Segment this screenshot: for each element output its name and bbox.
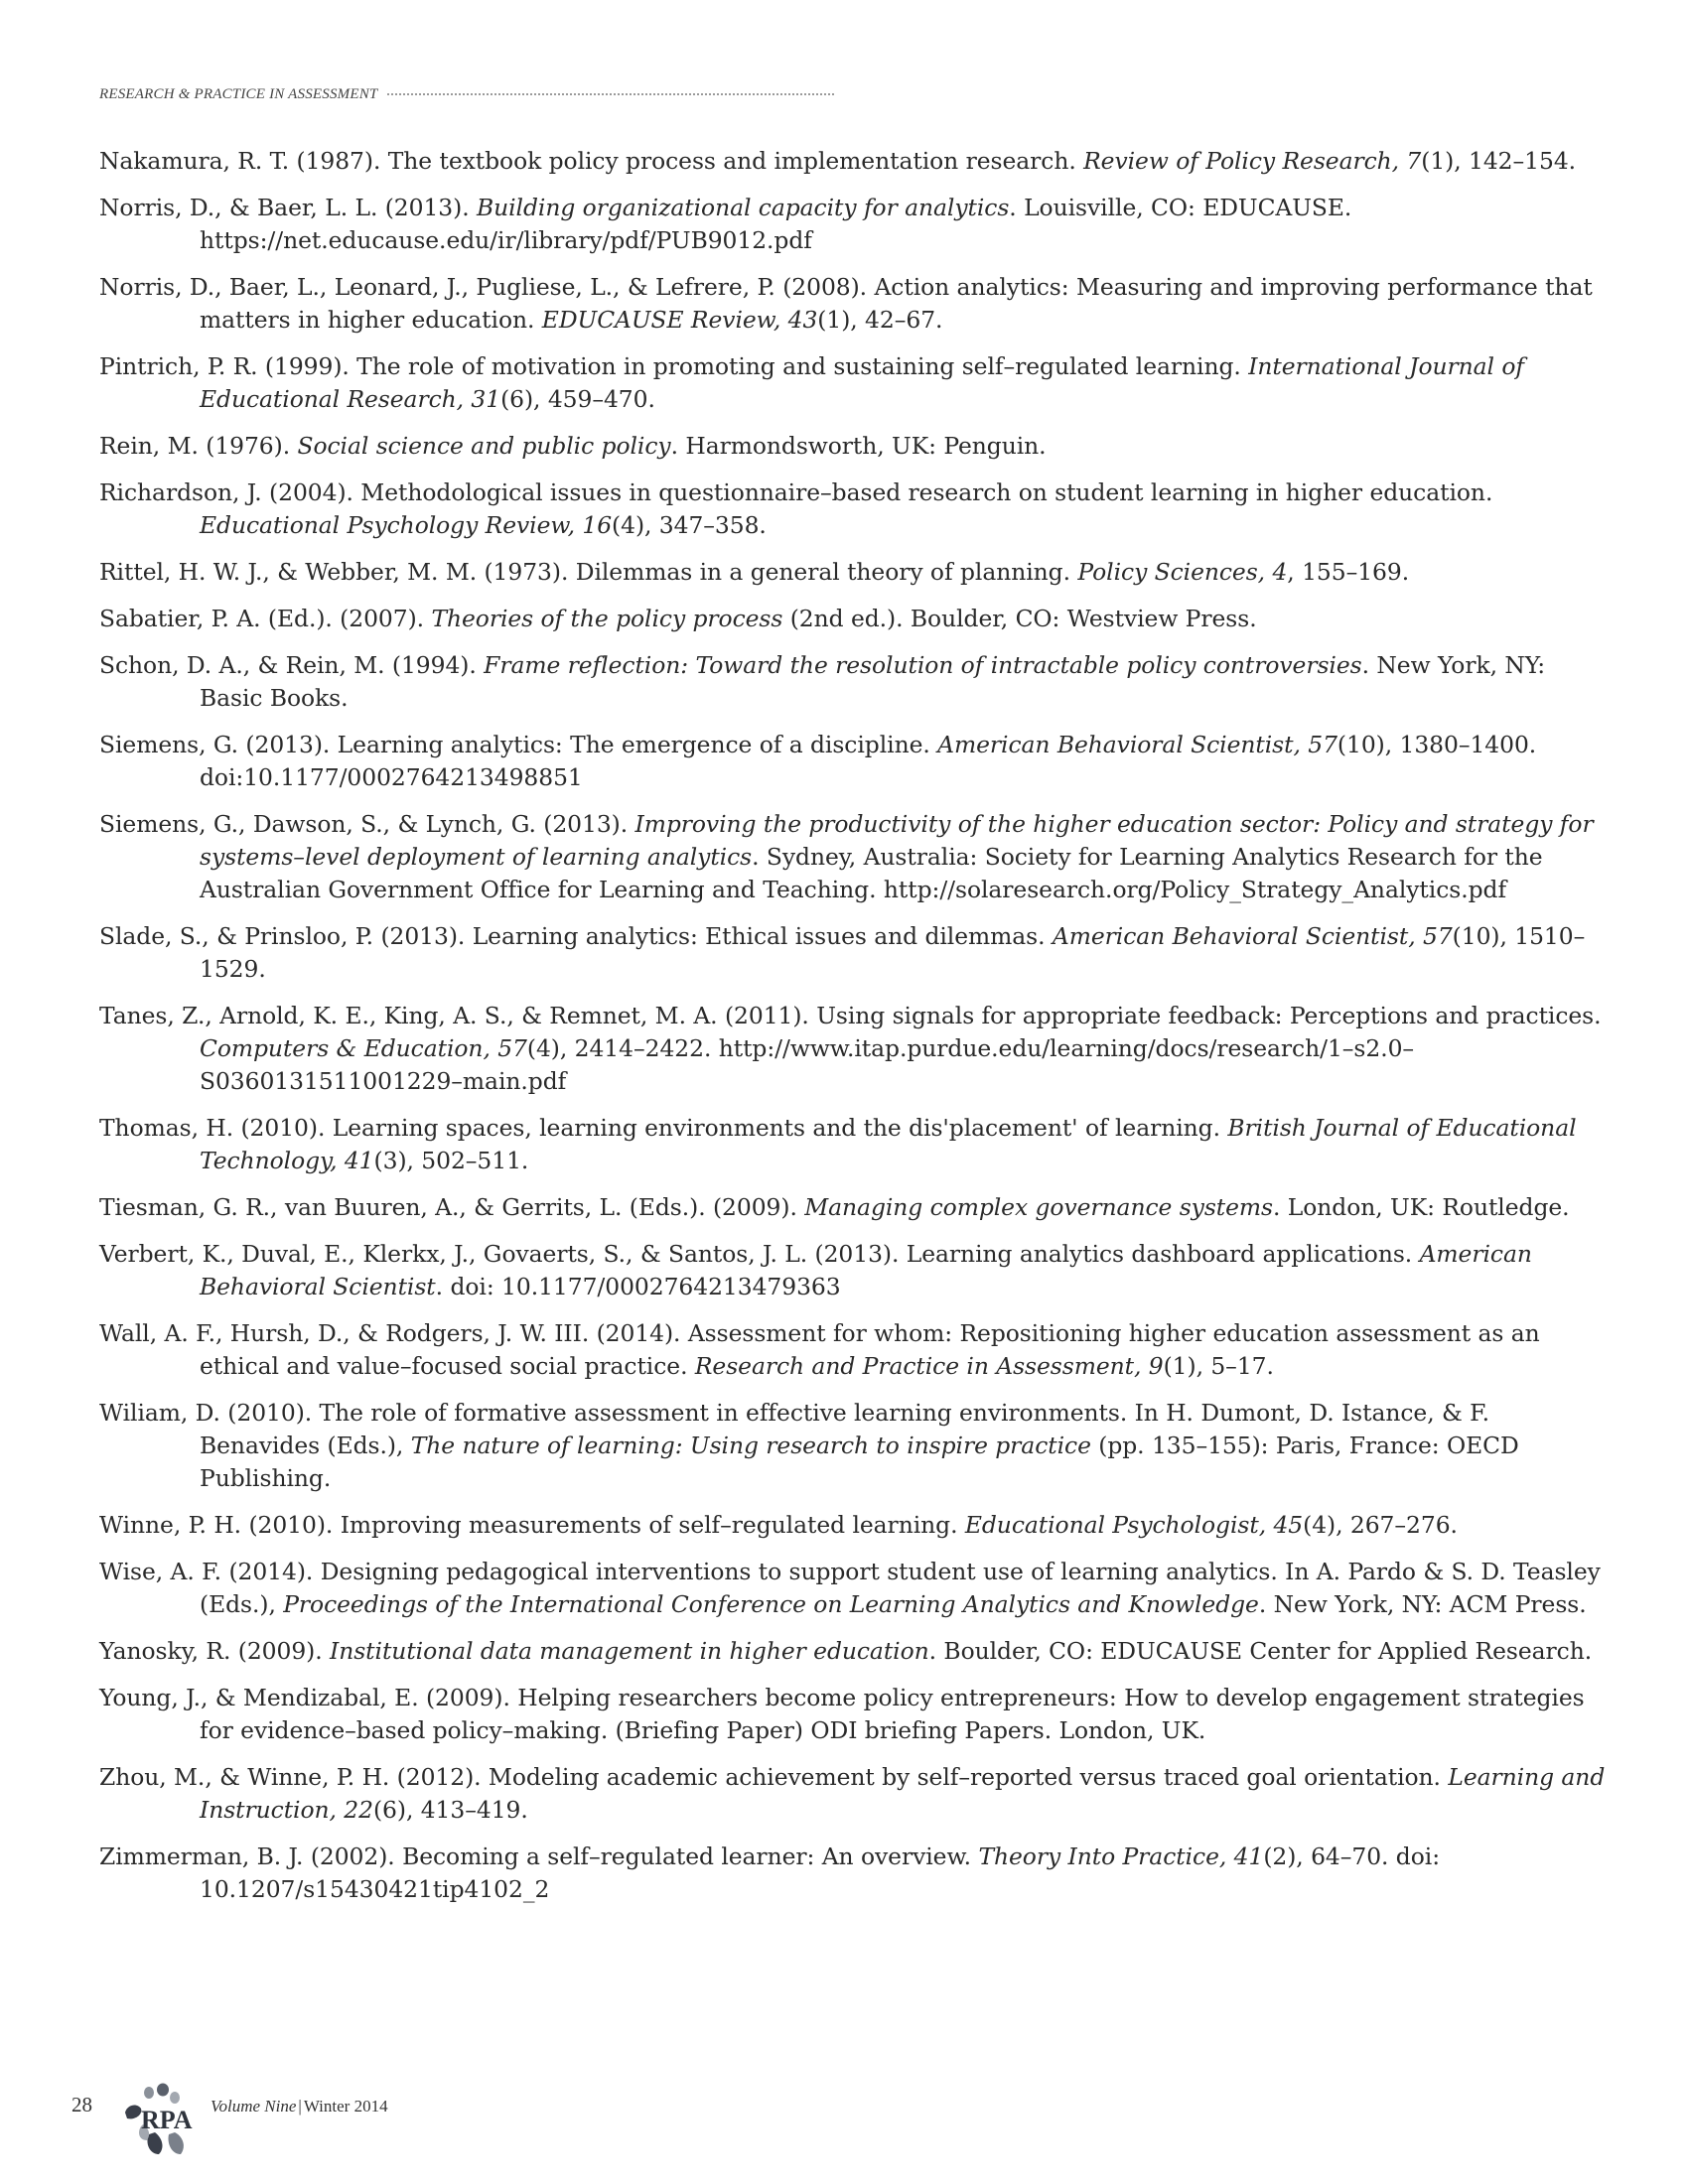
reference-source-title: Computers & Education, 57: [200, 1034, 527, 1062]
reference-text: Zimmerman, B. J. (2002). Becoming a self–regulated learner: An overview.: [99, 1843, 979, 1870]
reference-source-title: Building organizational capacity for analytics: [476, 194, 1010, 221]
reference-entry: [99, 729, 1609, 794]
issue-label: Winter 2014: [303, 2097, 388, 2116]
reference-source-title: Theory Into Practice, 41: [978, 1843, 1264, 1870]
journal-info: [211, 2097, 388, 2116]
reference-source-title: British Journal of Educational Technology, 41: [200, 1114, 1577, 1174]
reference-source-title: Educational Psychology Review, 16: [200, 511, 613, 539]
rpa-logo-text: RPA: [141, 2106, 193, 2134]
reference-source-title: International Journal of Educational Research, 31: [200, 352, 1524, 413]
reference-entry: [99, 1191, 1609, 1224]
reference-text: Richardson, J. (2004). Methodological issues in questionnaire–based research on student learning in higher education.: [99, 478, 1493, 506]
reference-source-title: American Behavioral Scientist, 57: [1052, 922, 1453, 950]
reference-text: (pp. 135–155): Paris, France: OECD Publishing.: [200, 1432, 1519, 1492]
reference-text: (2nd ed.). Boulder, CO: Westview Press.: [782, 605, 1257, 632]
reference-entry: [99, 1556, 1609, 1621]
reference-source-title: Theories of the policy process: [431, 605, 783, 632]
reference-text: (10), 1510–1529.: [200, 922, 1586, 983]
reference-text: (10), 1380–1400. doi:10.1177/0002764213498851: [200, 731, 1537, 791]
reference-text: (6), 459–470.: [500, 385, 655, 413]
reference-text: , 155–169.: [1287, 558, 1410, 586]
reference-entry: [99, 1841, 1609, 1906]
reference-entry: [99, 1682, 1609, 1747]
reference-text: Rittel, H. W. J., & Webber, M. M. (1973). Dilemmas in a general theory of planning.: [99, 558, 1078, 586]
reference-text: Schon, D. A., & Rein, M. (1994).: [99, 651, 485, 679]
rpa-logo: [119, 2083, 207, 2162]
reference-source-title: Frame reflection: Toward the resolution of intractable policy controversies: [484, 651, 1362, 679]
reference-text: Slade, S., & Prinsloo, P. (2013). Learning analytics: Ethical issues and dilemmas.: [99, 922, 1053, 950]
reference-source-title: Policy Sciences, 4: [1077, 558, 1288, 586]
reference-entry: [99, 920, 1609, 986]
reference-entry: [99, 1000, 1609, 1098]
reference-entry: [99, 1317, 1609, 1383]
running-head-dotted-rule: [387, 93, 834, 95]
reference-text: Siemens, G., Dawson, S., & Lynch, G. (2013).: [99, 810, 635, 838]
reference-text: . London, UK: Routledge.: [1273, 1193, 1570, 1221]
reference-source-title: Proceedings of the International Conference on Learning Analytics and Knowledge: [283, 1590, 1259, 1618]
reference-entry: [99, 350, 1609, 416]
reference-entry: [99, 556, 1609, 589]
reference-entry: [99, 271, 1609, 337]
reference-source-title: EDUCAUSE Review, 43: [541, 306, 818, 334]
volume-separator: |: [298, 2097, 302, 2116]
reference-entry: [99, 1761, 1609, 1827]
reference-text: Siemens, G. (2013). Learning analytics: The emergence of a discipline.: [99, 731, 938, 758]
reference-entry: [99, 192, 1609, 257]
reference-text: Young, J., & Mendizabal, E. (2009). Helping researchers become policy entrepreneurs: How to develop engagement strategies for evidence–based policy–making. (Briefing Paper) ODI briefing Papers. London, UK.: [99, 1684, 1585, 1744]
reference-text: Sabatier, P. A. (Ed.). (2007).: [99, 605, 432, 632]
reference-text: Wise, A. F. (2014). Designing pedagogical interventions to support student use of learning analytics. In A. Pardo & S. D. Teasley (Eds.),: [99, 1558, 1601, 1618]
page-footer: [71, 2083, 528, 2162]
reference-text: Wall, A. F., Hursh, D., & Rodgers, J. W. III. (2014). Assessment for whom: Repositioning higher education assessment as an ethical and value–focused social practice.: [99, 1319, 1540, 1380]
reference-entry: [99, 1397, 1609, 1495]
reference-text: Verbert, K., Duval, E., Klerkx, J., Govaerts, S., & Santos, J. L. (2013). Learning analytics dashboard applications.: [99, 1240, 1420, 1268]
reference-text: Norris, D., Baer, L., Leonard, J., Pugliese, L., & Lefrere, P. (2008). Action analytics: Measuring and improving performance that matters in higher education.: [99, 273, 1593, 334]
page-number: 28: [71, 2093, 92, 2116]
reference-source-title: American Behavioral Scientist: [200, 1240, 1532, 1300]
running-head-title: RESEARCH & PRACTICE IN ASSESSMENT: [99, 85, 378, 102]
reference-text: (6), 413–419.: [372, 1796, 528, 1824]
reference-source-title: American Behavioral Scientist, 57: [937, 731, 1337, 758]
reference-text: Pintrich, P. R. (1999). The role of motivation in promoting and sustaining self–regulated learning.: [99, 352, 1249, 380]
reference-entry: [99, 1112, 1609, 1177]
reference-list: [99, 145, 1609, 1920]
reference-text: . Boulder, CO: EDUCAUSE Center for Applied Research.: [928, 1637, 1593, 1665]
reference-entry: [99, 430, 1609, 463]
reference-text: Thomas, H. (2010). Learning spaces, learning environments and the dis'placement' of learning.: [99, 1114, 1228, 1142]
reference-entry: [99, 145, 1609, 178]
reference-text: . Harmondsworth, UK: Penguin.: [670, 432, 1047, 460]
reference-entry: [99, 477, 1609, 542]
reference-entry: [99, 1238, 1609, 1303]
reference-source-title: Review of Policy Research, 7: [1083, 147, 1422, 175]
reference-text: (4), 2414–2422. http://www.itap.purdue.edu/learning/docs/research/1–s2.0–S0360131511001229–main.pdf: [200, 1034, 1415, 1095]
reference-entry: [99, 603, 1609, 635]
reference-text: Norris, D., & Baer, L. L. (2013).: [99, 194, 477, 221]
reference-entry: [99, 1635, 1609, 1668]
reference-source-title: Improving the productivity of the higher education sector: Policy and strategy for systems–level deployment of learning analytics: [200, 810, 1594, 871]
running-head: [99, 83, 834, 105]
reference-source-title: Managing complex governance systems: [804, 1193, 1273, 1221]
reference-entry: [99, 1509, 1609, 1542]
reference-source-title: Institutional data management in higher education: [330, 1637, 929, 1665]
reference-text: Nakamura, R. T. (1987). The textbook policy process and implementation research.: [99, 147, 1084, 175]
reference-text: (1), 5–17.: [1163, 1352, 1274, 1380]
reference-text: . New York, NY: Basic Books.: [200, 651, 1546, 712]
reference-source-title: Social science and public policy: [297, 432, 671, 460]
reference-text: Yanosky, R. (2009).: [99, 1637, 331, 1665]
reference-text: (2), 64–70. doi: 10.1207/s15430421tip4102_2: [200, 1843, 1441, 1903]
reference-text: . Sydney, Australia: Society for Learning Analytics Research for the Australian Government Office for Learning and Teaching. http://solaresearch.org/Policy_Strategy_Analytics.pdf: [200, 843, 1543, 903]
reference-text: (1), 142–154.: [1421, 147, 1577, 175]
reference-text: Rein, M. (1976).: [99, 432, 298, 460]
reference-text: (1), 42–67.: [817, 306, 943, 334]
reference-text: (4), 347–358.: [612, 511, 767, 539]
reference-text: (3), 502–511.: [373, 1147, 529, 1174]
reference-text: Tanes, Z., Arnold, K. E., King, A. S., & Remnet, M. A. (2011). Using signals for appropriate feedback: Perceptions and practices.: [99, 1002, 1602, 1029]
volume-label: Volume Nine: [211, 2097, 297, 2116]
reference-source-title: The nature of learning: Using research to inspire practice: [410, 1432, 1091, 1459]
reference-source-title: Educational Psychologist, 45: [964, 1511, 1304, 1539]
reference-text: . Louisville, CO: EDUCAUSE. https://net.educause.edu/ir/library/pdf/PUB9012.pdf: [200, 194, 1352, 254]
reference-text: Winne, P. H. (2010). Improving measurements of self–regulated learning.: [99, 1511, 965, 1539]
reference-text: . New York, NY: ACM Press.: [1258, 1590, 1587, 1618]
reference-text: Zhou, M., & Winne, P. H. (2012). Modeling academic achievement by self–reported versus traced goal orientation.: [99, 1763, 1449, 1791]
reference-text: . doi: 10.1177/0002764213479363: [435, 1273, 841, 1300]
reference-text: (4), 267–276.: [1303, 1511, 1458, 1539]
reference-text: Tiesman, G. R., van Buuren, A., & Gerrits, L. (Eds.). (2009).: [99, 1193, 805, 1221]
rpa-logo-mark: [119, 2083, 207, 2162]
reference-text: Wiliam, D. (2010). The role of formative assessment in effective learning environments. In H. Dumont, D. Istance, & F. Benavides (Eds.),: [99, 1399, 1490, 1459]
reference-source-title: Research and Practice in Assessment, 9: [694, 1352, 1164, 1380]
reference-entry: [99, 808, 1609, 906]
reference-entry: [99, 649, 1609, 715]
reference-source-title: Learning and Instruction, 22: [200, 1763, 1606, 1824]
